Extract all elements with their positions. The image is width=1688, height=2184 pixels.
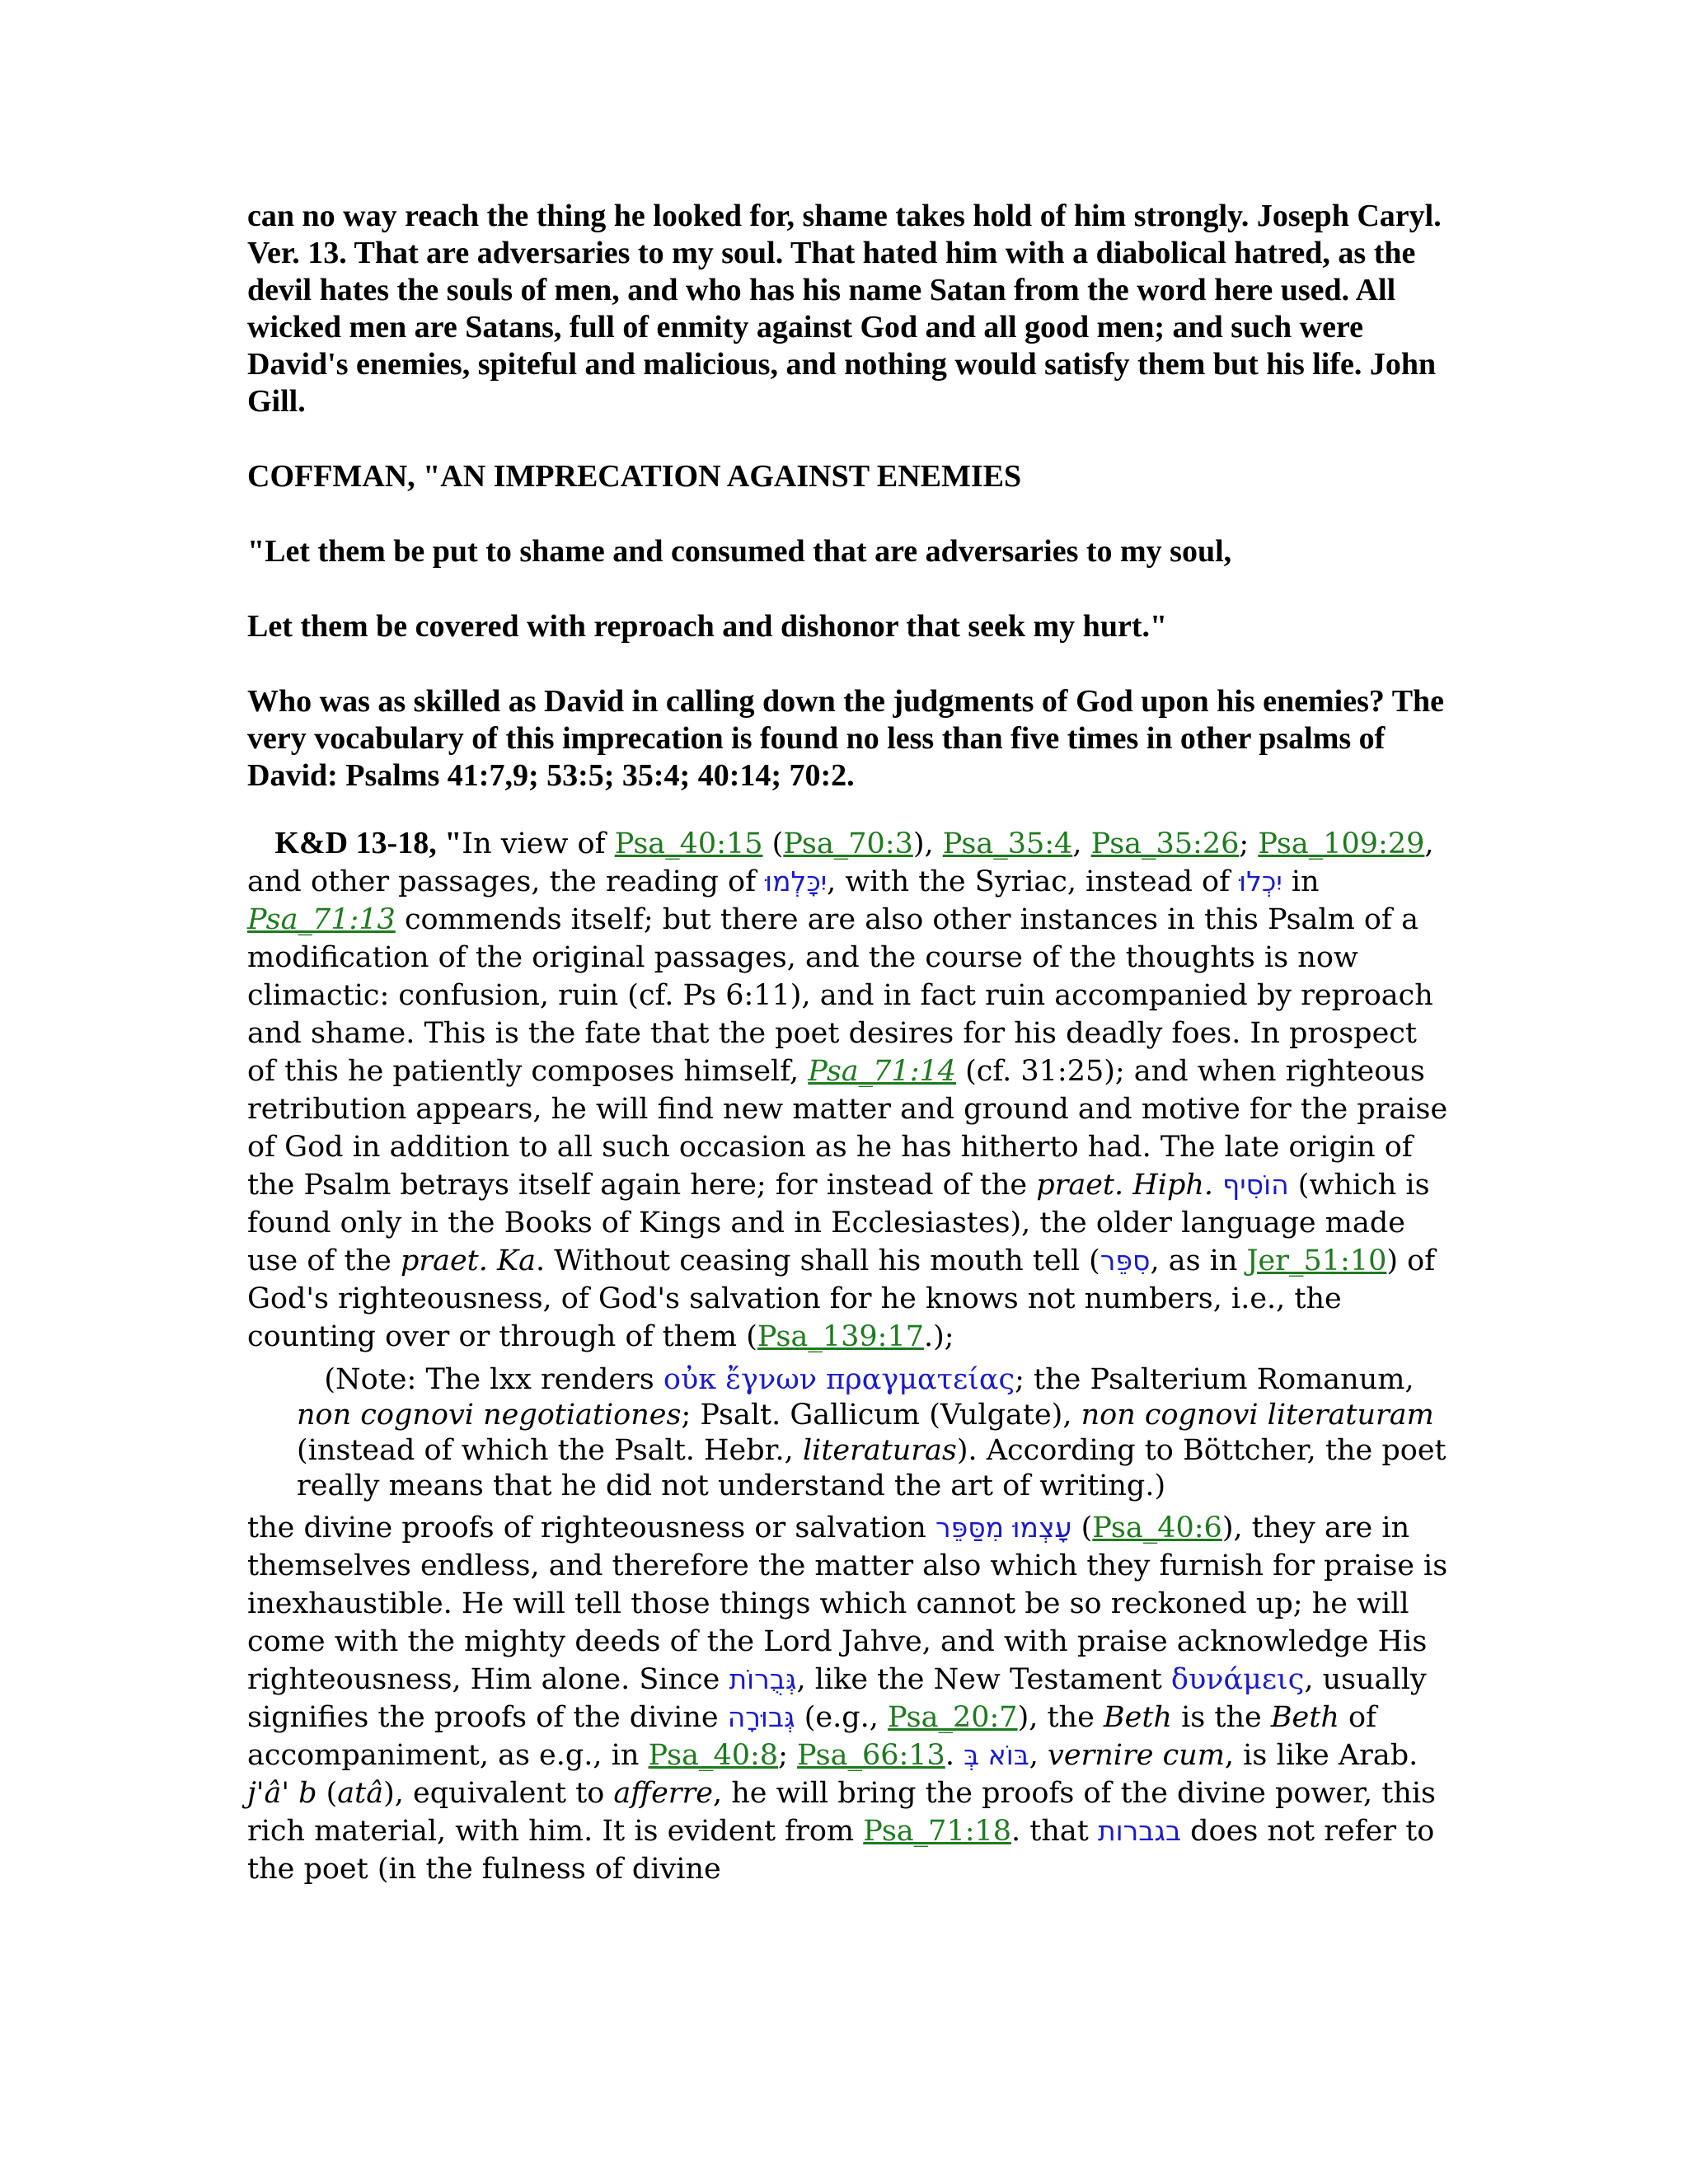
italic-text: atâ <box>337 1777 384 1810</box>
coffman-body: Who was as skilled as David in calling down the judgments of God upon his enemies? The very vocabulary of this imprecation is found no less than five times in other psalms of David: Psalms 41:7,9; 53:5; 35:4; 40:14; 70:2. <box>247 684 1445 793</box>
text: (which is found only in the Books of Kings and in Ecclesiastes), the older language made use of the <box>247 1169 1430 1277</box>
text: . <box>945 1739 964 1772</box>
text: , <box>1029 1739 1048 1772</box>
text: , <box>1072 827 1091 860</box>
text: , usually signifies the proofs of the divine <box>247 1663 1427 1734</box>
scripture-link[interactable]: Psa_20:7 <box>888 1701 1018 1734</box>
gill-continuation: can no way reach the thing he looked for, shame takes hold of him strongly. Joseph Caryl. <box>247 199 1442 233</box>
document-page <box>247 198 1451 1888</box>
text: commends itself; but there are also other instances in this Psalm of a modification of the original passages, and the course of the thoughts is now climactic: confusion, ruin (cf. Ps 6:11), and in fact ruin accompanied by reproach and shame. This is the fate that the poet desires for his deadly foes. In prospect of this he patiently composes himself, <box>247 903 1433 1088</box>
text: (Note: The lxx renders <box>324 1363 663 1396</box>
text: ( <box>316 1777 338 1810</box>
spacer <box>247 420 1451 458</box>
text: in <box>1282 865 1320 898</box>
kd-paragraph-1 <box>247 824 1451 1356</box>
text: . Without ceasing shall his mouth tell ( <box>535 1244 1100 1277</box>
scripture-link[interactable]: Psa_40:15 <box>614 827 763 860</box>
text: .); <box>923 1320 954 1353</box>
italic-text: Beth <box>1103 1701 1172 1734</box>
text: ). According to Böttcher, the poet really means that he did not understand the art of writing.) <box>297 1434 1447 1502</box>
hebrew-word: יִכְלוּ <box>1239 865 1282 898</box>
italic-text: vernire cum <box>1048 1739 1225 1772</box>
text: (cf. 31:25); and when righteous retribution appears, he will find new matter and ground and motive for the praise of God in addition to all such occasion as he has hitherto had. The late origin of the Psalm betrays itself again here; for instead of the <box>247 1055 1448 1202</box>
italic-text: afferre <box>613 1777 713 1810</box>
hebrew-word: יִכָּלְמוּ <box>765 865 828 898</box>
italic-text: literaturas <box>802 1434 957 1467</box>
italic-text: Beth <box>1270 1701 1339 1734</box>
text: , and other passages, the reading of <box>247 827 1434 898</box>
text: of accompaniment, as e.g., in <box>247 1701 1377 1772</box>
text: In view of <box>462 827 615 860</box>
text: ), the <box>1017 1701 1104 1734</box>
italic-text: non cognovi negotiationes <box>297 1399 682 1432</box>
gill-verse-13: Ver. 13. That are adversaries to my soul. That hated him with a diabolical hatred, as the devil hates the souls of men, and who has his name Satan from the word here used. All wicked men are Satans, full of enmity against God and all good men; and such were David's enemies, spiteful and malicious, and nothing would satisfy them but his life. John Gill. <box>247 236 1437 419</box>
text: ), equivalent to <box>383 1777 614 1810</box>
hebrew-word: עָצְמוּ מִסַּפֵּר <box>935 1511 1072 1544</box>
scripture-link[interactable]: Psa_35:4 <box>942 827 1073 860</box>
text <box>1213 1169 1222 1202</box>
hebrew-word: גְּבֻרוֹת <box>729 1663 797 1695</box>
text: (e.g., <box>795 1701 889 1734</box>
text: ( <box>1071 1511 1093 1544</box>
text: . that <box>1011 1815 1098 1848</box>
text: , is like Arab. <box>1224 1739 1418 1772</box>
coffman-quote-2: Let them be covered with reproach and dishonor that seek my hurt." <box>247 609 1168 644</box>
text: , with the Syriac, instead of <box>827 865 1240 898</box>
text: the divine proofs of righteousness or salvation <box>247 1511 935 1544</box>
scripture-link[interactable]: Psa_40:6 <box>1092 1511 1222 1544</box>
scripture-link[interactable]: Psa_109:29 <box>1258 827 1425 860</box>
hebrew-word: הוֹסִיף <box>1222 1169 1289 1201</box>
text: ; the Psalterium Romanum, <box>1015 1363 1414 1396</box>
scripture-link[interactable]: Jer_51:10 <box>1246 1244 1387 1277</box>
greek-word: δυνάμεις <box>1170 1663 1305 1696</box>
kd-note <box>297 1362 1451 1504</box>
text: ; <box>778 1739 797 1772</box>
hebrew-word: גְּבוּרָה <box>727 1701 795 1733</box>
italic-text: praet. Hiph. <box>1036 1169 1214 1202</box>
scripture-link[interactable]: Psa_71:18 <box>863 1815 1012 1848</box>
text: , as in <box>1150 1244 1247 1277</box>
italic-text: praet. Ka <box>400 1244 536 1277</box>
scripture-link[interactable]: Psa_71:14 <box>808 1055 957 1088</box>
text: ) of God's righteousness, of God's salvation for he knows not numbers, i.e., the counting over or through of them ( <box>247 1244 1436 1353</box>
hebrew-word: בּוֹא בְּ <box>964 1739 1029 1771</box>
greek-phrase: οὐκ ἔγνων πραγματείας <box>663 1363 1015 1396</box>
hebrew-word: בגברות <box>1097 1815 1182 1847</box>
kd-lead: K&D 13-18, " <box>274 826 462 860</box>
scripture-link[interactable]: Psa_70:3 <box>783 827 913 860</box>
text: , he will bring the proofs of the divine power, this rich material, with him. It is evident from <box>247 1777 1437 1848</box>
text: ; <box>1239 827 1259 860</box>
coffman-heading: COFFMAN, "AN IMPRECATION AGAINST ENEMIES <box>247 459 1022 494</box>
scripture-link[interactable]: Psa_71:13 <box>247 903 396 936</box>
coffman-quote-1: "Let them be put to shame and consumed that are adversaries to my soul, <box>247 534 1232 569</box>
italic-text: j'â' b <box>247 1777 317 1810</box>
spacer <box>247 794 1451 824</box>
scripture-link[interactable]: Psa_66:13 <box>797 1739 945 1772</box>
text: (instead of which the Psalt. Hebr., <box>297 1434 803 1467</box>
spacer <box>247 570 1451 608</box>
kd-paragraph-2 <box>247 1509 1451 1888</box>
scripture-link[interactable]: Psa_139:17 <box>757 1320 924 1353</box>
text: ), <box>912 827 943 860</box>
spacer <box>247 495 1451 533</box>
italic-text: non cognovi literaturam <box>1081 1399 1434 1432</box>
text: is the <box>1171 1701 1271 1734</box>
text: , like the New Testament <box>796 1663 1171 1696</box>
scripture-link[interactable]: Psa_40:8 <box>648 1739 779 1772</box>
hebrew-word: סִפֵּר <box>1100 1244 1151 1277</box>
scripture-link[interactable]: Psa_35:26 <box>1090 827 1240 860</box>
text: ; Psalt. Gallicum (Vulgate), <box>681 1399 1081 1432</box>
text: does not refer to the poet (in the fulness of divine <box>247 1815 1435 1886</box>
text: ), they are in themselves endless, and therefore the matter also which they furnish for praise is inexhaustible. He will tell those things which cannot be so reckoned up; he will come with the mighty deeds of the Lord Jahve, and with praise acknowledge His righteousness, Him alone. Since <box>247 1511 1448 1696</box>
spacer <box>247 645 1451 683</box>
text: ( <box>762 827 784 860</box>
